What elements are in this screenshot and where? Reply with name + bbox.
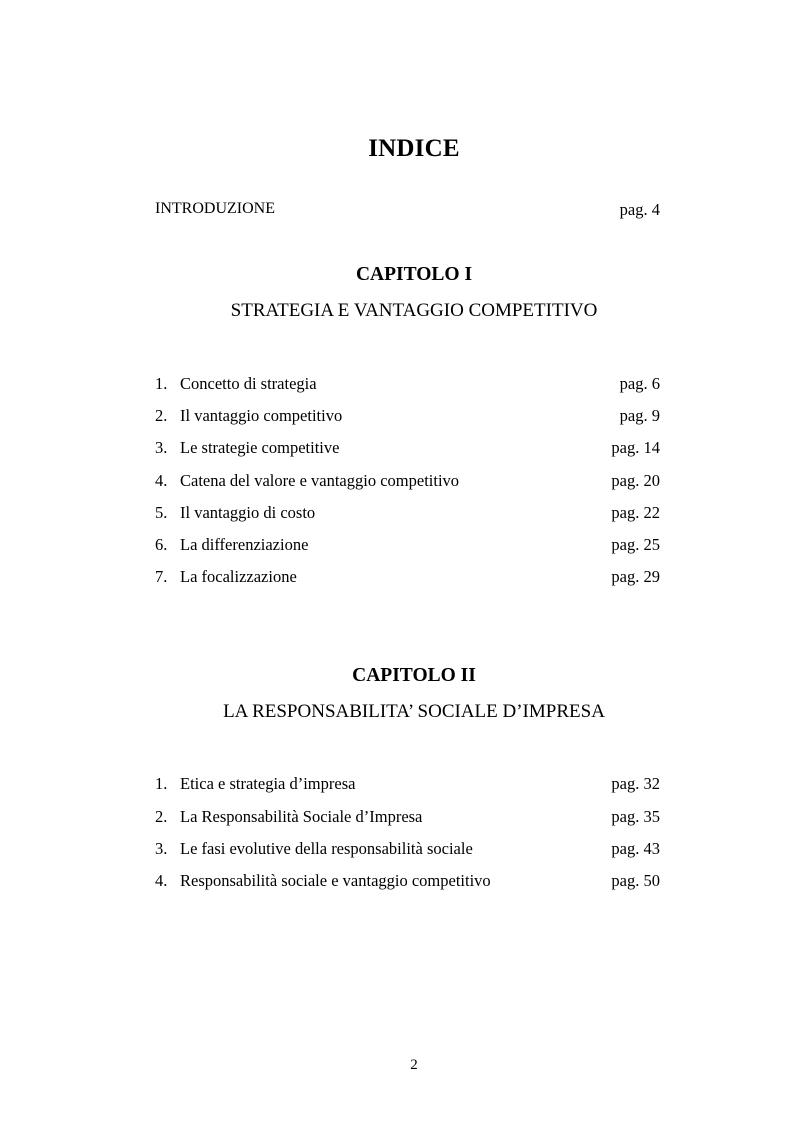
toc-row [155, 807, 660, 831]
toc-entry-title: Le fasi evolutive della responsabilità sociale [180, 839, 473, 858]
chapter-2-subtitle: LA RESPONSABILITA’ SOCIALE D’IMPRESA [223, 701, 605, 722]
toc-page-ref: pag. 29 [611, 567, 660, 586]
toc-row [155, 406, 660, 430]
toc-entry-title: Concetto di strategia [180, 374, 317, 393]
toc-page-ref: pag. 32 [611, 774, 660, 793]
toc-row-introduction [155, 200, 660, 224]
page-number: 2 [410, 1057, 418, 1073]
toc-row [155, 871, 660, 895]
toc-row [155, 503, 660, 527]
toc-page-ref: pag. 43 [611, 839, 660, 858]
toc-entry-number: 3. [155, 839, 168, 858]
toc-entry-title: Etica e strategia d’impresa [180, 774, 356, 793]
toc-entry-number: 4. [155, 871, 168, 890]
toc-entry-number: 2. [155, 807, 168, 826]
toc-page-ref: pag. 4 [619, 200, 660, 219]
toc-entry-title: La differenziazione [180, 535, 309, 554]
toc-entry-number: 3. [155, 438, 168, 457]
toc-entry-title: La focalizzazione [180, 567, 297, 586]
toc-row [155, 374, 660, 398]
toc-entry-title: Catena del valore e vantaggio competitivo [180, 471, 460, 490]
toc-row [155, 774, 660, 798]
toc-row [155, 535, 660, 559]
toc-page-ref: pag. 9 [619, 406, 660, 425]
toc-page-ref: pag. 6 [619, 374, 660, 393]
toc-entry-number: 7. [155, 567, 168, 586]
chapter-1-subtitle: STRATEGIA E VANTAGGIO COMPETITIVO [230, 300, 598, 321]
toc-entry-title: Responsabilità sociale e vantaggio competitivo [180, 871, 491, 890]
toc-entry-title: Il vantaggio di costo [180, 503, 316, 522]
toc-row [155, 471, 660, 495]
toc-entry-number: 1. [155, 774, 168, 793]
toc-page-ref: pag. 50 [611, 871, 660, 890]
toc-row [155, 567, 660, 591]
toc-entry-number: 4. [155, 471, 168, 490]
toc-entry-title: La Responsabilità Sociale d’Impresa [180, 807, 423, 826]
toc-entry-title: Le strategie competitive [180, 438, 340, 457]
toc-row [155, 438, 660, 462]
toc-entry-number: 1. [155, 374, 168, 393]
toc-row [155, 839, 660, 863]
toc-page-ref: pag. 25 [611, 535, 660, 554]
chapter-1-heading: CAPITOLO I [355, 264, 473, 285]
toc-entry-title: Il vantaggio competitivo [180, 406, 343, 425]
toc-page-ref: pag. 20 [611, 471, 660, 490]
toc-entry-number: 5. [155, 503, 168, 522]
toc-page-ref: pag. 35 [611, 807, 660, 826]
toc-entry-title: INTRODUZIONE [155, 200, 275, 217]
toc-entry-number: 2. [155, 406, 168, 425]
toc-page-ref: pag. 22 [611, 503, 660, 522]
chapter-2-heading: CAPITOLO II [352, 665, 476, 686]
toc-page-ref: pag. 14 [611, 438, 660, 457]
toc-entry-number: 6. [155, 535, 168, 554]
page-title: INDICE [368, 134, 460, 162]
